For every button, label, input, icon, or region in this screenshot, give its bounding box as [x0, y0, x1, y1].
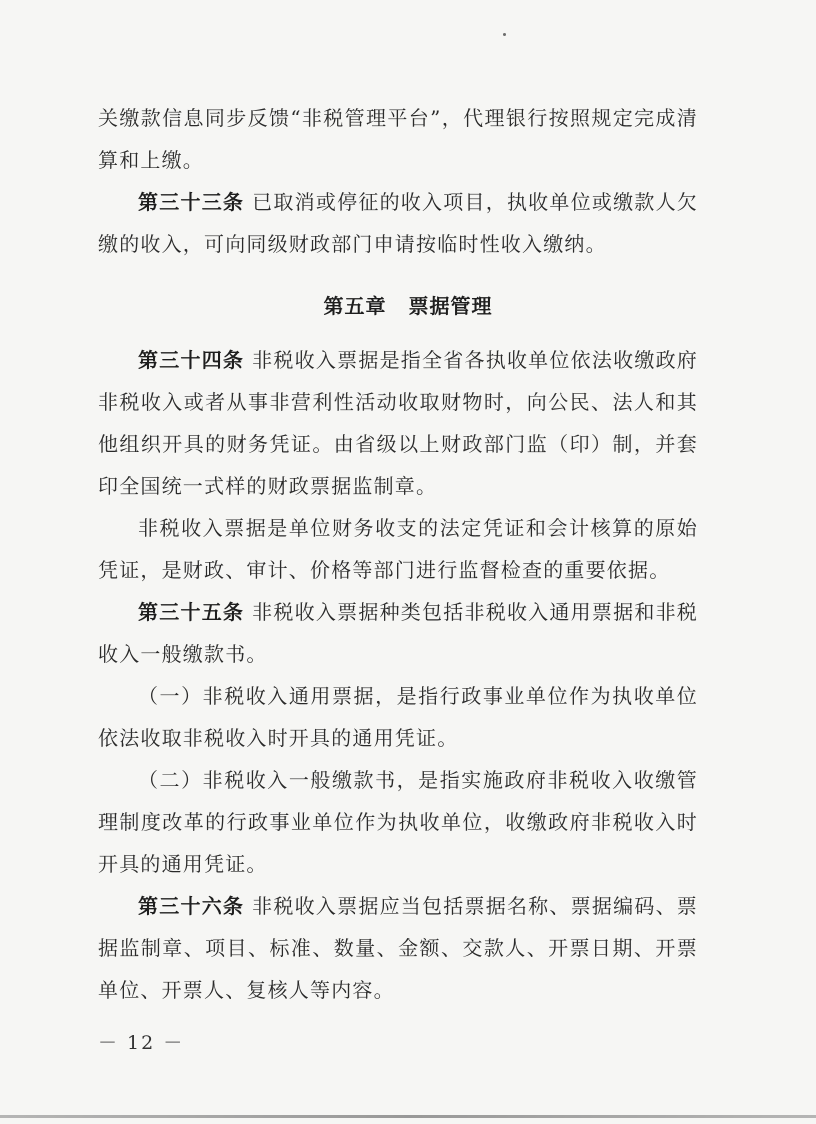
item-one [98, 675, 698, 759]
article-text: 非税收入票据应当包括票据名称、票据编码、票据监制章、项目、标准、数量、金额、交款人、开票日期、开票单位、开票人、复核人等内容。 [98, 894, 699, 1002]
paragraph-text: （一）非税收入通用票据，是指行政事业单位作为执收单位依法收取非税收入时开具的通用凭证。 [98, 684, 698, 750]
text-block-top [98, 97, 698, 265]
scan-speck [503, 33, 506, 36]
paragraph-receipt-purpose [98, 507, 698, 591]
article-36 [98, 885, 698, 1011]
article-33 [98, 181, 698, 265]
paragraph-text: 关缴款信息同步反馈“非税管理平台”，代理银行按照规定完成清算和上缴。 [98, 106, 698, 172]
paragraph-text: 非税收入票据是单位财务收支的法定凭证和会计核算的原始凭证，是财政、审计、价格等部门进行监督检查的重要依据。 [98, 516, 698, 582]
text-block-main [98, 339, 698, 1011]
article-34 [98, 339, 698, 507]
item-two [98, 759, 698, 885]
scan-edge-line [0, 1115, 816, 1118]
article-text: 非税收入票据是指全省各执收单位依法收缴政府非税收入或者从事非营利性活动收取财物时，向公民、法人和其他组织开具的财务凭证。由省级以上财政部门监（印）制，并套印全国统一式样的财政票据监制章。 [98, 348, 699, 498]
article-35 [98, 591, 698, 675]
page-number: － 12 － [98, 1032, 185, 1054]
article-text: 非税收入票据种类包括非税收入通用票据和非税收入一般缴款书。 [98, 600, 699, 666]
chapter-number: 第五章 [323, 294, 387, 318]
paragraph-text: （二）非税收入一般缴款书，是指实施政府非税收入收缴管理制度改革的行政事业单位作为执收单位，收缴政府非税收入时开具的通用凭证。 [98, 768, 698, 876]
paragraph-continuation [98, 97, 698, 181]
chapter-title: 票据管理 [408, 294, 493, 318]
article-label: 第三十四条 [138, 348, 245, 372]
chapter-heading [0, 292, 816, 320]
article-text: 已取消或停征的收入项目，执收单位或缴款人欠缴的收入，可向同级财政部门申请按临时性收入缴纳。 [98, 190, 699, 256]
article-label: 第三十五条 [138, 600, 245, 624]
article-label: 第三十三条 [138, 190, 245, 214]
article-label: 第三十六条 [138, 894, 245, 918]
